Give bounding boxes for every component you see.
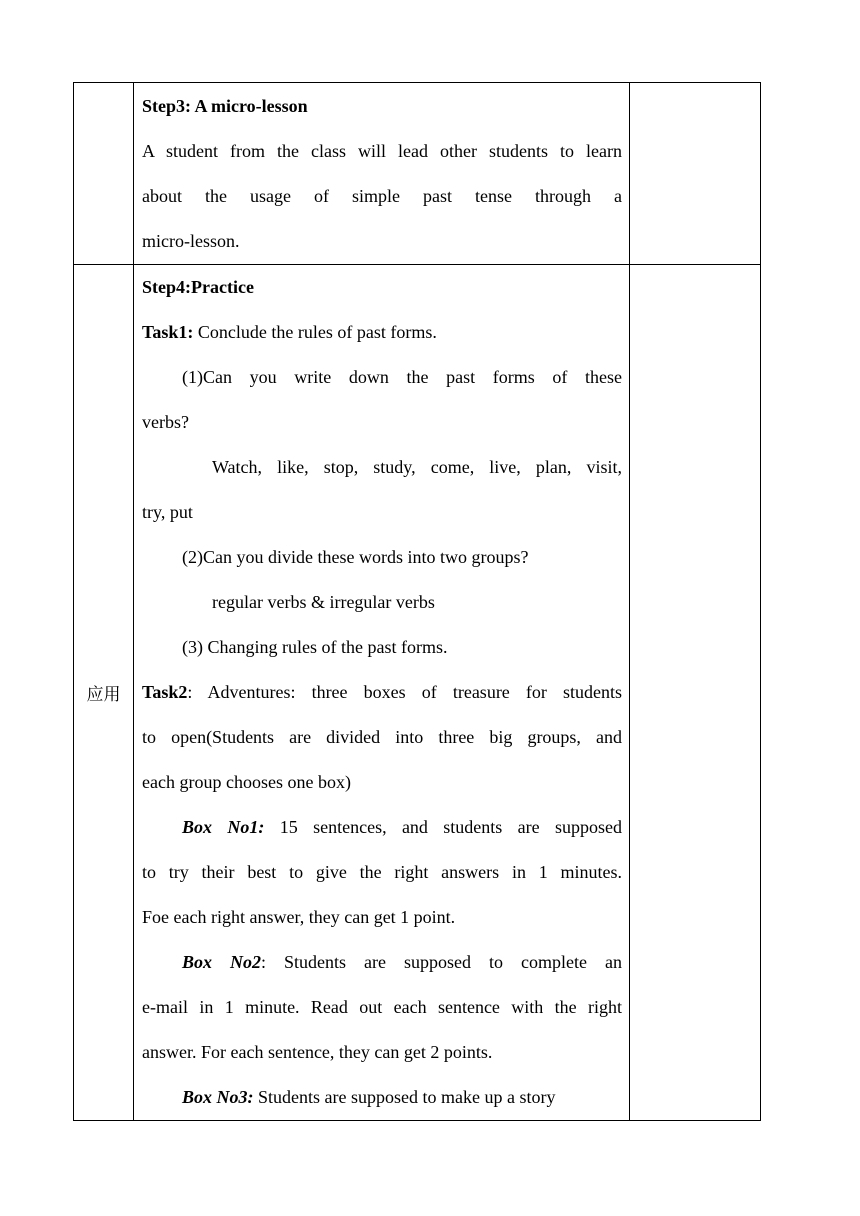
- question1-line2: verbs?: [142, 412, 189, 432]
- step3-text-line1: A student from the class will lead other students to learn: [142, 141, 622, 161]
- lesson-plan-table: [73, 82, 761, 1121]
- question2-answer: regular verbs & irregular verbs: [212, 592, 435, 612]
- activity-cell-step4: [134, 265, 630, 1121]
- activity-cell-step3: [134, 83, 630, 265]
- verbs-line2: try, put: [142, 502, 193, 522]
- stage-cell-application: 应用: [74, 265, 134, 1121]
- question2-line: (2)Can you divide these words into two groups?: [182, 547, 529, 567]
- stage-cell-empty: [74, 83, 134, 265]
- task1-line: [142, 310, 622, 355]
- box2-text: : Students are supposed to complete an: [261, 952, 622, 972]
- step4-heading: Step4:Practice: [142, 277, 254, 297]
- box1-line2: to try their best to give the right answers in 1 minutes.: [142, 862, 622, 882]
- task2-line3: each group chooses one box): [142, 772, 351, 792]
- question1-line1: (1)Can you write down the past forms of these: [182, 367, 622, 387]
- table-row-step3: [74, 83, 761, 265]
- task2-line2: to open(Students are divided into three big groups, and: [142, 727, 622, 747]
- step3-text-line2: about the usage of simple past tense through a: [142, 186, 622, 206]
- notes-cell-step3: [630, 83, 761, 265]
- box3-label: Box No3:: [182, 1087, 254, 1107]
- box2-line2: e-mail in 1 minute. Read out each sentence with the right: [142, 997, 622, 1017]
- task2-label: Task2: [142, 682, 188, 702]
- box2-line3: answer. For each sentence, they can get 2 points.: [142, 1042, 493, 1062]
- task1-label: Task1:: [142, 322, 194, 342]
- verbs-line1: Watch, like, stop, study, come, live, plan, visit,: [212, 457, 622, 477]
- box1-line3: Foe each right answer, they can get 1 point.: [142, 907, 456, 927]
- box2-line1: [142, 940, 622, 985]
- notes-cell-step4: [630, 265, 761, 1121]
- box1-line1: [142, 805, 622, 850]
- box3-text: Students are supposed to make up a story: [253, 1087, 556, 1107]
- step3-heading: Step3: A micro-lesson: [142, 96, 308, 116]
- table-row-step4: [74, 265, 761, 1121]
- question3-line: (3) Changing rules of the past forms.: [182, 637, 448, 657]
- task2-line1: [142, 670, 622, 715]
- box1-label: Box No1:: [182, 817, 265, 837]
- box1-text: 15 sentences, and students are supposed: [264, 817, 623, 837]
- task2-text: : Adventures: three boxes of treasure for students: [187, 682, 622, 702]
- step3-text-line3: micro-lesson.: [142, 231, 240, 251]
- task1-text: Conclude the rules of past forms.: [193, 322, 437, 342]
- box3-line1: [142, 1075, 622, 1120]
- box2-label: Box No2: [182, 952, 262, 972]
